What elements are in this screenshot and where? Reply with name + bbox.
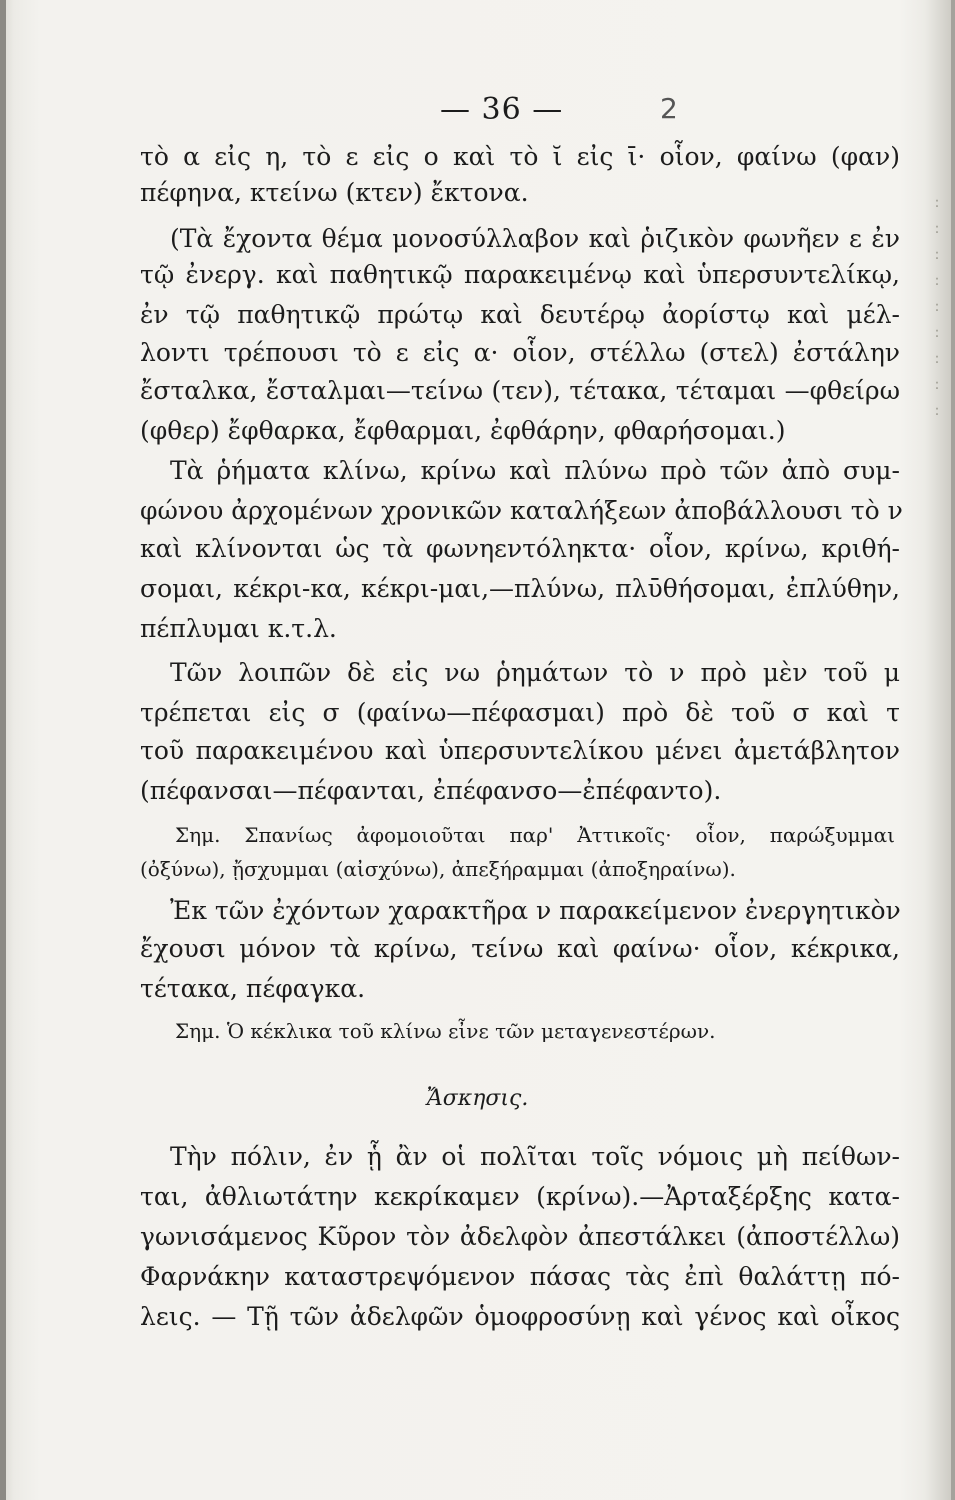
page-outer-edge [951,0,955,1500]
text-line: (πέφανσαι—πέφανται, ἐπέφανσο—ἐπέφαντο). [140,776,722,805]
text-line: λοντι τρέπουσι τὸ ε εἰς α· οἷον, στέλλω (στελ) ἐστάλην [140,338,900,367]
margin-marks: : : : : : : : : : [934,195,940,419]
text-line: φώνου ἀρχομένων χρονικῶν καταλήξεων ἀποβάλλουσι τὸ ν [140,496,903,525]
text-line: ἔσταλκα, ἔσταλμαι—τείνω (τεν), τέτακα, τέταμαι —φθείρω [140,376,900,405]
text-line: Ἐκ τῶν ἐχόντων χαρακτῆρα ν παρακείμενον ἐνεργητικὸν [170,896,901,925]
text-line: πέφηνα, κτείνω (κτεν) ἔκτονα. [140,178,529,207]
note-line: (ὀξύνω), ᾔσχυμμαι (αἰσχύνω), ἀπεξήραμμαι (ἀποξηραίνω). [140,857,736,881]
text-line: (φθερ) ἔφθαρκα, ἔφθαρμαι, ἐφθάρην, φθαρήσομαι.) [140,416,786,445]
text-line: (Τὰ ἔχοντα θέμα μονοσύλλαβον καὶ ῥιζικὸν φωνῆεν ε ἐν [170,224,900,253]
text-line: ἔχουσι μόνον τὰ κρίνω, τείνω καὶ φαίνω· οἷον, κέκρικα, [140,934,900,963]
text-line: Φαρνάκην καταστρεψόμενον πάσας τὰς ἐπὶ θαλάττῃ πό- [140,1262,900,1291]
pencil-mark: 2 [660,92,678,125]
note-line: Σημ. Σπανίως ἀφομοιοῦται παρ' Ἀττικοῖς· οἷον, παρώξυμμαι [175,823,895,847]
page-number: — 36 — [440,92,564,127]
text-line: καὶ κλίνονται ὡς τὰ φωνηεντόληκτα· οἷον, κρίνω, κριθή- [140,534,900,563]
text-line: λεις. — Τῇ τῶν ἀδελφῶν ὁμοφροσύνῃ καὶ γένος καὶ οἶκος [140,1302,900,1331]
text-line: ται, ἀθλιωτάτην κεκρίκαμεν (κρίνω).—Ἀρταξέρξης κατα- [140,1182,900,1211]
text-line: τέτακα, πέφαγκα. [140,974,366,1003]
text-line: σομαι, κέκρι-κα, κέκρι-μαι,—πλύνω, πλῡθήσομαι, ἐπλύθην, [140,574,900,603]
text-line: τρέπεται εἰς σ (φαίνω—πέφασμαι) πρὸ δὲ τοῦ σ καὶ τ [140,698,900,727]
section-heading: Ἄσκησις. [426,1086,529,1111]
text-line: τῷ ἐνεργ. καὶ παθητικῷ παρακειμένῳ καὶ ὑπερσυντελίκῳ, [140,260,900,289]
page-binding-edge [0,0,6,1500]
text-line: Τῶν λοιπῶν δὲ εἰς νω ῥημάτων τὸ ν πρὸ μὲν τοῦ μ [170,658,900,687]
text-line: ἐν τῷ παθητικῷ πρώτῳ καὶ δευτέρῳ ἀορίστῳ καὶ μέλ- [140,300,900,329]
text-line: τὸ α εἰς η, τὸ ε εἰς ο καὶ τὸ ῐ εἰς ῑ· οἷον, φαίνω (φαν) [140,142,900,171]
text-line: Τὴν πόλιν, ἐν ᾗ ἂν οἱ πολῖται τοῖς νόμοις μὴ πείθων- [170,1142,900,1171]
text-line: πέπλυμαι κ.τ.λ. [140,614,337,643]
note-line: Σημ. Ὁ κέκλικα τοῦ κλίνω εἶνε τῶν μεταγενεστέρων. [175,1019,716,1043]
text-line: τοῦ παρακειμένου καὶ ὑπερσυντελίκου μένει ἀμετάβλητον [140,736,900,765]
text-line: γωνισάμενος Κῦρον τὸν ἀδελφὸν ἀπεστάλκει (ἀποστέλλω) [140,1222,900,1251]
text-line: Τὰ ῥήματα κλίνω, κρίνω καὶ πλύνω πρὸ τῶν ἀπὸ συμ- [170,456,900,485]
